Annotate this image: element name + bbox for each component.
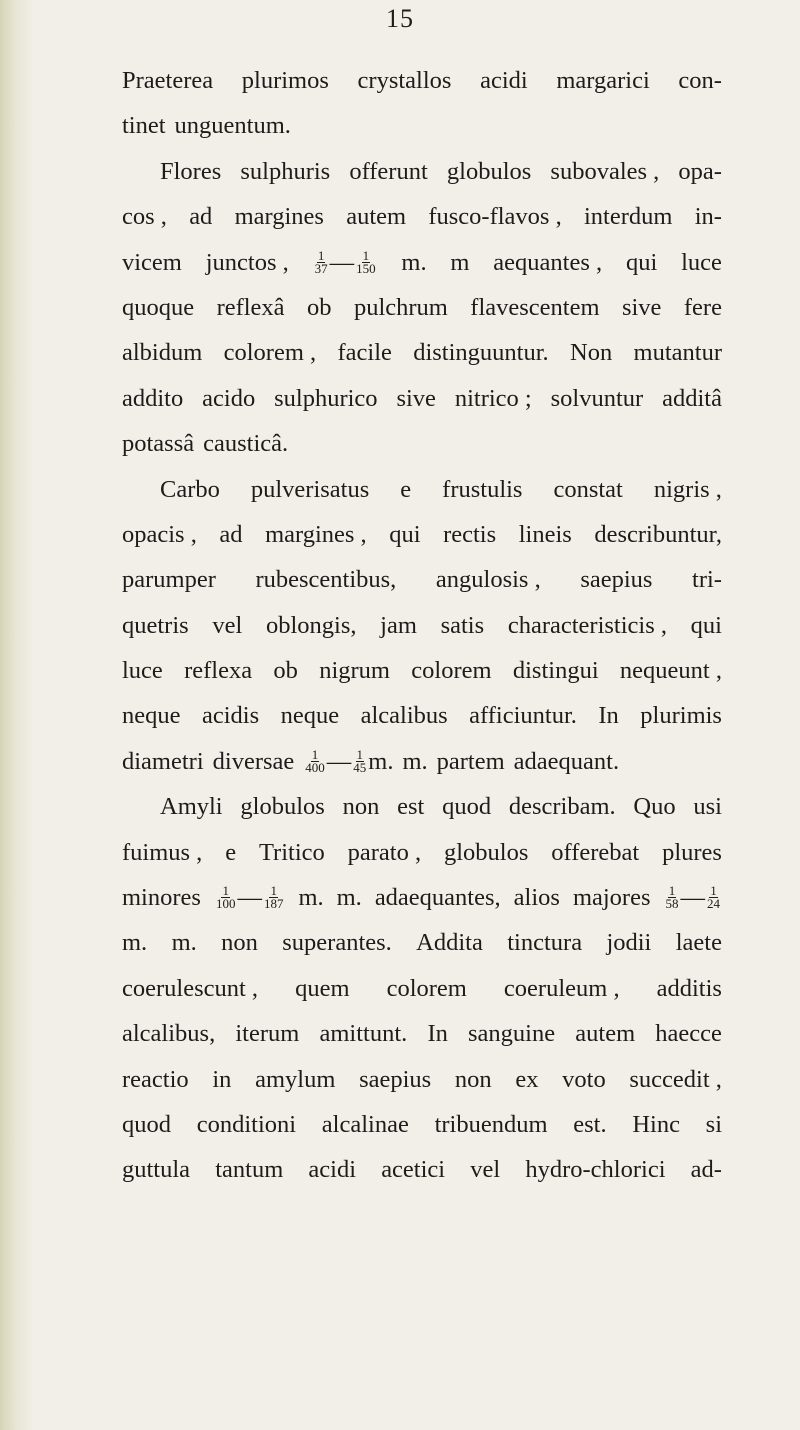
word: plurimos [241,67,329,94]
word: fusco-flavos , [428,203,562,231]
text-line [122,920,722,965]
word: pulchrum [353,293,448,321]
word: quod [442,793,492,821]
word: rubescentibus, [255,566,397,594]
word: laete [675,929,722,957]
word: coeruleum , [503,974,620,1002]
range-dash: — [680,884,705,912]
word: additis [656,974,722,1002]
word: fere [683,293,722,321]
word: Carbo [160,475,220,503]
word: reflexa [184,657,253,685]
word: acidis [201,702,260,730]
fraction-numerator: 1 [668,883,676,899]
word: e [225,838,237,866]
word: partem [436,747,505,775]
word: ex [515,1065,539,1093]
word: non [342,793,380,821]
page-edge-shadow [0,0,34,1430]
word: alcalibus, [122,1020,216,1048]
text-line [122,648,722,693]
fraction [314,247,329,276]
word: junctos , [205,248,289,276]
word: sulphurico [274,384,378,412]
word: diametri [122,747,204,775]
word: Non [570,339,613,367]
word: con- [678,67,722,94]
word: tinctura [507,929,583,957]
word: sanguine [468,1020,556,1048]
word: guttula [122,1156,191,1184]
text-line [122,1057,722,1102]
word: jam [380,611,417,639]
word: flavescentem [470,293,600,321]
word: amylum [255,1065,336,1093]
fraction-numerator: 1 [317,247,325,263]
word: amittunt. [319,1020,408,1048]
word: haecce [655,1020,722,1048]
word: ob [273,657,298,685]
word: parato , [347,838,422,866]
word: solvuntur [550,384,644,412]
text-line [122,557,722,602]
fraction [352,749,367,774]
word: rectis [443,520,497,548]
text-line [122,603,722,648]
word: crystallos [357,67,452,94]
word: satis [440,611,485,639]
word: saepius [580,566,653,594]
word: globulos [446,157,532,185]
word: qui [625,248,658,276]
word: causticâ. [203,430,289,458]
word: luce [681,248,722,276]
word: additâ [662,384,722,412]
word: nigris , [653,475,722,503]
text-line [122,875,722,920]
fraction-numerator: 1 [710,883,717,899]
word: saepius [359,1065,432,1093]
word: acidi [308,1156,357,1184]
word: succedit , [629,1065,722,1093]
word: sive [621,293,662,321]
fraction [304,749,326,774]
word: jodii [606,929,652,957]
word: majores [572,884,651,912]
word: voto [562,1065,606,1093]
word: qui [389,520,421,548]
text-line [122,58,722,103]
word: acido [202,384,256,412]
word: est [397,793,425,821]
word: acidi [480,67,528,94]
word: tribuendum [434,1110,548,1138]
word: si [705,1110,722,1138]
word: coerulescunt , [122,974,259,1002]
text-line [122,103,722,148]
word: autem [346,203,407,231]
fraction [706,885,721,910]
fraction-range [313,240,378,285]
word: addito [122,384,184,412]
word: opa- [678,157,722,185]
word: ad [219,520,243,548]
word: in [212,1065,232,1093]
text-line [122,512,722,557]
word: non [221,929,258,957]
word: albidum [122,339,203,367]
word: m. [401,248,427,276]
word: interdum [583,203,673,231]
word: colorem [411,657,492,685]
word: margines [234,203,324,231]
word: cos , [122,203,167,231]
text-line [122,467,722,512]
text-line [122,1147,722,1192]
fraction-denominator: 24 [707,896,720,912]
fraction [263,885,285,910]
word: qui [690,611,722,639]
text-line [122,149,722,194]
word: ad [189,203,213,231]
word: subovales , [550,157,660,185]
word: superantes. [282,929,392,957]
word: m. [336,884,362,912]
word: tri- [692,566,722,594]
fraction-denominator: 45 [353,760,367,776]
word: nequeunt , [619,657,722,685]
word: margines , [265,520,367,548]
word: nigrum [319,657,390,685]
word: autem [575,1020,636,1048]
fraction-numerator: 1 [356,747,364,763]
word: plurimis [640,702,722,730]
word: lineis [518,520,572,548]
word: characteristicis , [507,611,667,639]
word: quod [122,1110,171,1138]
fraction-numerator: 1 [311,747,319,763]
word: tantum [215,1156,284,1184]
fraction-range [303,739,368,784]
word: m. [122,929,148,957]
range-dash: — [237,884,262,912]
word: non [454,1065,492,1093]
word: quoque [122,293,195,321]
word: usi [693,793,722,821]
word: Hinc [632,1110,680,1138]
fraction-denominator: 100 [215,896,236,912]
word: colorem [386,974,467,1002]
word: m. [368,747,394,775]
word: reflexâ [216,293,285,321]
word: hydro-chlorici [525,1156,666,1184]
word: Amyli [160,793,223,821]
word: acetici [381,1156,446,1184]
word: distingui [512,657,599,685]
word: nitrico ; [454,384,532,412]
text-line [122,693,722,738]
word: In [598,702,619,730]
word: Tritico [258,838,325,866]
word: alcalinae [321,1110,409,1138]
fraction-range [214,875,286,920]
word: m [450,248,470,276]
word: globulos [240,793,325,821]
word: luce [122,657,163,685]
word: diversae [212,747,295,775]
fraction-denominator: 58 [665,896,679,912]
word: plures [662,838,722,866]
word: In [427,1020,448,1048]
word: vicem [122,248,182,276]
word: describuntur, [594,520,722,548]
word: angulosis , [435,566,541,594]
fraction-numerator: 1 [362,247,370,263]
word: constat [553,475,623,503]
word: globulos [443,838,529,866]
word: oblongis, [265,611,357,639]
fraction [215,885,237,910]
word: e [400,475,412,503]
word: parumper [122,566,216,594]
word: offerebat [551,838,640,866]
word: alcalibus [360,702,448,730]
text-line [122,784,722,829]
text-line [122,376,722,421]
word: Flores [160,157,222,185]
fraction-numerator: 1 [222,883,229,899]
text-line [122,421,722,466]
word: iterum [235,1020,300,1048]
word: mutantur [633,339,722,367]
word: in- [694,203,722,231]
word: conditioni [196,1110,297,1138]
word: quem [295,974,350,1002]
word: unguentum. [174,112,291,140]
word: pulverisatus [250,475,370,503]
word: sive [396,384,436,412]
word: reactio [122,1065,189,1093]
fraction-range [664,875,723,920]
word: margarici [556,67,650,94]
fraction-denominator: 37 [314,260,328,276]
word: Addita [416,929,483,957]
body-text [122,58,722,1193]
word: facile [337,339,392,367]
word: alios [513,884,560,912]
word: afficiuntur. [469,702,577,730]
fraction-denominator: 400 [305,760,325,776]
fraction [355,247,377,276]
word: offerunt [349,157,428,185]
word: Praeterea [122,67,214,94]
range-dash: — [329,248,355,276]
word: quetris [122,611,189,639]
page-number: 15 [386,4,414,33]
word: m. [298,884,324,912]
word: minores [122,884,201,912]
text-line [122,1011,722,1056]
word: neque [122,702,181,730]
text-line [122,739,722,784]
word: distinguuntur. [413,339,549,367]
word: vel [212,611,243,639]
word: est. [573,1110,607,1138]
word: adaequant. [513,747,620,775]
word: aequantes , [493,248,603,276]
word: frustulis [442,475,523,503]
word: m. [171,929,197,957]
word: neque [280,702,340,730]
word: ad- [690,1156,722,1184]
word: Quo [633,793,676,821]
text-line [122,194,722,239]
word: ob [307,293,332,321]
text-line [122,285,722,330]
word: m. [402,747,428,775]
text-line [122,966,722,1011]
fraction-numerator: 1 [270,883,277,899]
fraction-denominator: 187 [263,896,284,912]
word: sulphuris [240,157,331,185]
text-line [122,830,722,875]
word: describam. [508,793,616,821]
word: adaequantes, [374,884,501,912]
text-line [122,330,722,375]
word: colorem , [223,339,317,367]
text-line [122,240,722,285]
word: fuimus , [122,838,203,866]
range-dash: — [326,747,352,775]
fraction-denominator: 150 [356,260,376,276]
word: opacis , [122,520,197,548]
word: potassâ [122,430,195,458]
word: vel [470,1156,501,1184]
fraction [665,885,680,910]
text-line [122,1102,722,1147]
word: tinet [122,112,166,140]
